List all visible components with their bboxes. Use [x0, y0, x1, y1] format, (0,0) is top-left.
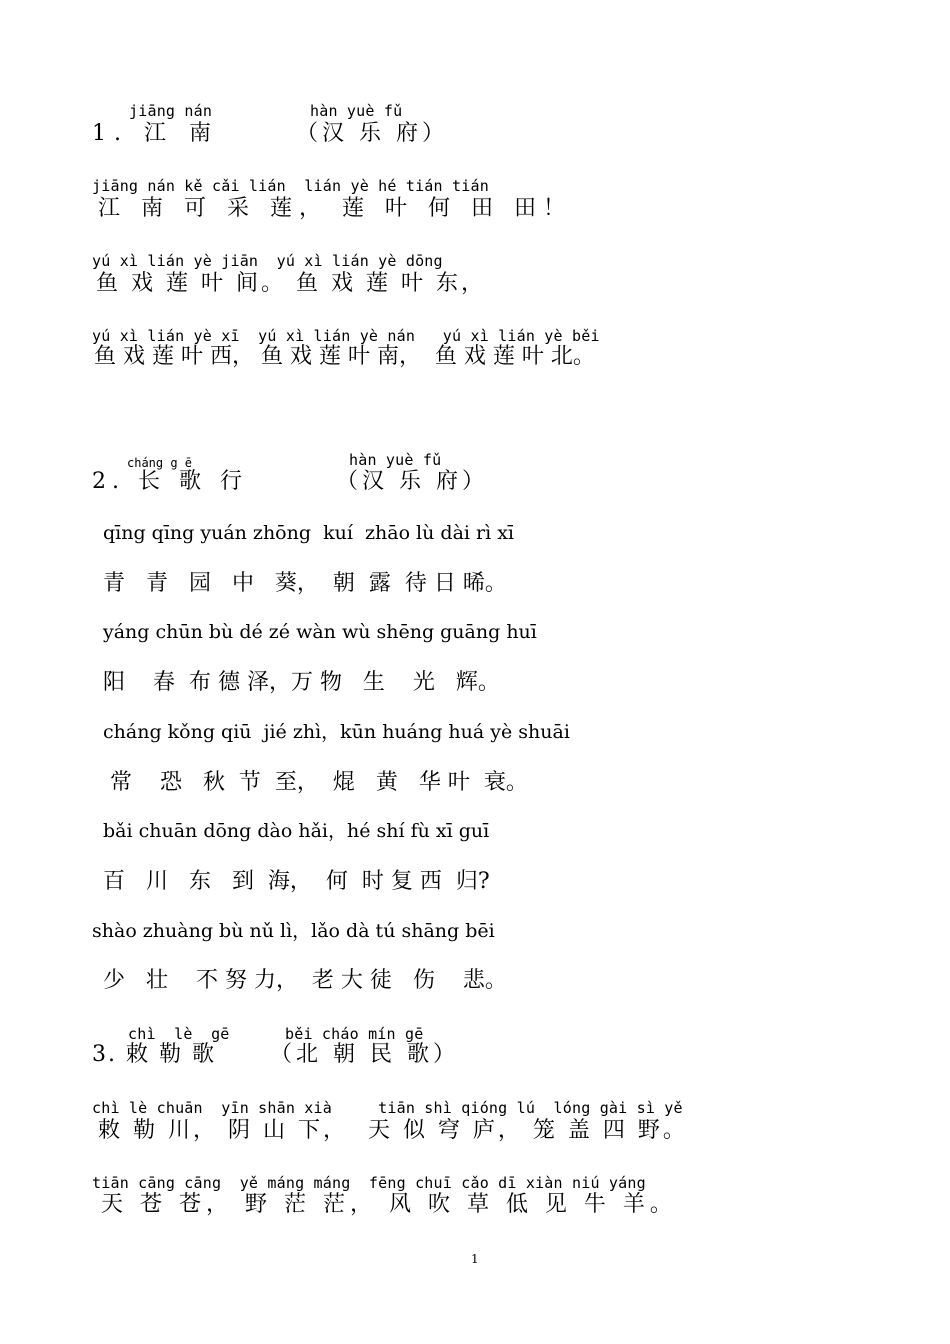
poem1-line1-text: 江 南 可 采 莲， 莲 叶 何 田 田！ — [98, 196, 572, 221]
poem3-author-pinyin: běi cháo mín gē — [285, 1025, 424, 1043]
poem3-title-pinyin: chì lè gē — [128, 1025, 230, 1043]
poem2-line5-pinyin: shào zhuàng bù nǔ lì，lǎo dà tú shāng bēi — [92, 920, 495, 942]
poem3-title: 3. 敕 勒 歌 — [92, 1042, 216, 1067]
poem1-line3-pinyin: yú xì lián yè xī yú xì lián yè nán yú xì lián yè běi — [92, 327, 600, 345]
poem2-line4-pinyin: bǎi chuān dōng dào hǎi，hé shí fù xī guī — [103, 820, 490, 842]
poem2-line3-text: 常 恐 秋 节 至， 焜 黄 华 叶 衰。 — [103, 770, 528, 795]
poem1-line3-text: 鱼 戏 莲 叶 西， 鱼 戏 莲 叶 南， 鱼 戏 莲 叶 北。 — [94, 344, 595, 369]
poem3-line1-pinyin: chì lè chuān yīn shān xià tiān shì qióng lú lóng gài sì yě — [92, 1099, 683, 1117]
poem3-line1-text: 敕 勒 川， 阴 山 下， 天 似 穹 庐， 笼 盖 四 野。 — [98, 1118, 688, 1143]
poem1-line1-pinyin: jiāng nán kě cǎi lián lián yè hé tián tián — [92, 177, 489, 195]
poem2-line1-pinyin: qīng qīng yuán zhōng kuí zhāo lù dài rì xī — [103, 522, 515, 544]
poem3-author: （北 朝 民 歌） — [270, 1042, 459, 1067]
poem2-line1-text: 青 青 园 中 葵， 朝 露 待 日 晞。 — [103, 571, 507, 596]
poem2-title-pinyin: cháng g ē — [127, 456, 193, 470]
poem2-line2-pinyin: yáng chūn bù dé zé wàn wù shēng guāng huī — [103, 621, 537, 643]
poem2-line4-text: 百 川 东 到 海， 何 时 复 西 归? — [103, 869, 490, 894]
poem1-title: 1. 江 南 — [92, 121, 219, 146]
poem1-author-pinyin: hàn yuè fǔ — [310, 102, 403, 120]
poem1-line2-pinyin: yú xì lián yè jiān yú xì lián yè dōng — [92, 252, 443, 270]
page-number: 1 — [471, 1252, 479, 1266]
poem3-line2-pinyin: tiān cāng cāng yě máng máng fēng chuī cǎo dī xiàn niú yáng — [92, 1174, 646, 1192]
poem2-author: （汉 乐 府） — [336, 469, 488, 494]
poem2-line2-text: 阳 春 布 德 泽，万 物 生 光 辉。 — [103, 670, 500, 695]
poem1-author: （汉 乐 府） — [296, 121, 448, 146]
poem1-title-pinyin: jiāng nán — [129, 102, 213, 120]
poem2-line3-pinyin: cháng kǒng qiū jié zhì，kūn huáng huá yè shuāi — [103, 721, 570, 743]
poem2-line5-text: 少 壮 不 努 力， 老 大 徒 伤 悲。 — [103, 968, 507, 993]
poem1-line2-text: 鱼 戏 莲 叶 间。 鱼 戏 莲 叶 东， — [96, 271, 486, 296]
poem2-author-pinyin: hàn yuè fǔ — [349, 451, 442, 469]
poem3-line2-text: 天 苍 苍， 野 茫 茫， 风 吹 草 低 见 牛 羊。 — [101, 1192, 677, 1217]
poem2-title: 2. 长 歌 行 — [92, 469, 248, 494]
